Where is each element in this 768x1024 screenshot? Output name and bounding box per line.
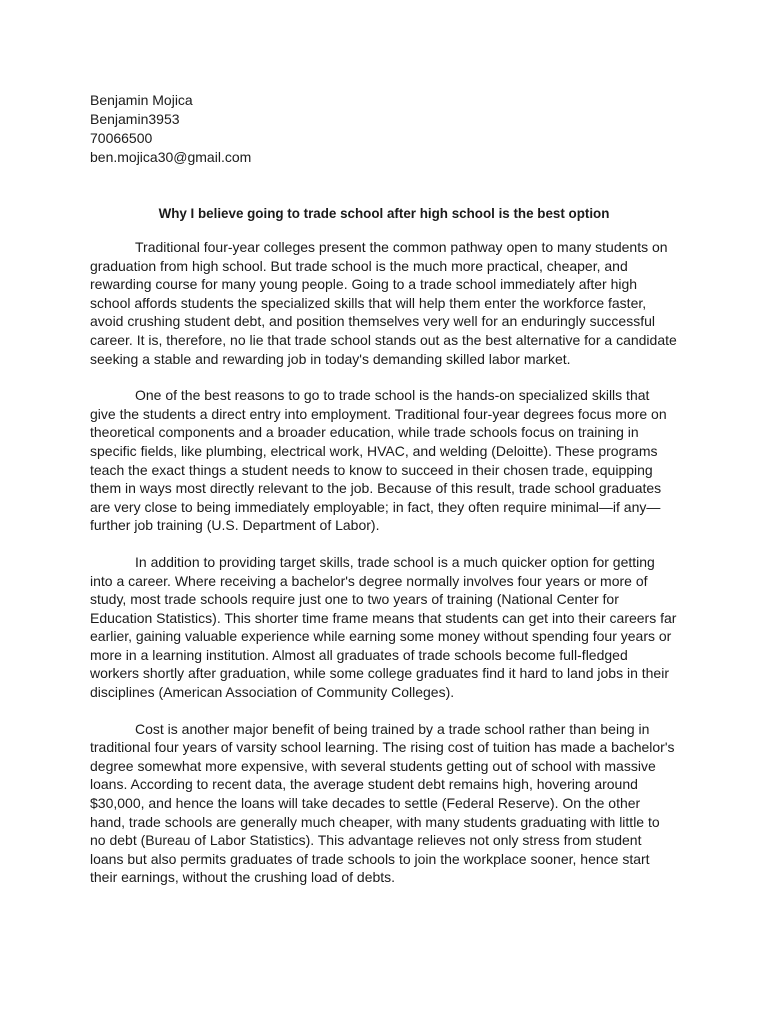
essay-body [90,238,678,905]
paragraph-2: One of the best reasons to go to trade school is the hands-on specialized skills that give the students a direct entry into employment. Traditional four-year degrees focus more on theoretical components and a broader education, while trade schools focus on training in specific fields, like plumbing, electrical work, HVAC, and welding (Deloitte). These programs teach the exact things a student needs to know to succeed in their chosen trade, equipping them in ways most directly relevant to the job. Because of this result, trade school graduates are very close to being immediately employable; in fact, they often require minimal—if any—further job training (U.S. Department of Labor). [90,387,667,534]
author-username: Benjamin3953 [90,111,180,127]
author-name: Benjamin Mojica [90,92,193,108]
paragraph-1: Traditional four-year colleges present the common pathway open to many students on graduation from high school. But trade school is the much more practical, cheaper, and rewarding course for many young people. Going to a trade school immediately after high school affords students the specialized skills that will help them enter the workforce faster, avoid crushing student debt, and position themselves very well for an enduringly successful career. It is, therefore, no lie that trade school stands out as the best alternative for a candidate seeking a stable and rewarding job in today's demanding skilled labor market. [90,239,677,367]
essay-title: Why I believe going to trade school after high school is the best option [158,206,610,221]
paragraph-3: In addition to providing target skills, trade school is a much quicker option for getting into a career. Where receiving a bachelor's degree normally involves four years or more of study, most trade schools require just one to two years of training (National Center for Education Statistics). This shorter time frame means that students can get into their careers far earlier, gaining valuable experience while earning some money without spending four years or more in a learning institution. Almost all graduates of trade schools become full-fledged workers shortly after graduation, while some college graduates find it hard to land jobs in their disciplines (American Association of Community Colleges). [90,553,677,701]
paragraph-4: Cost is another major benefit of being trained by a trade school rather than being in traditional four years of varsity school learning. The rising cost of tuition has made a bachelor's degree somewhat more expensive, with several students getting out of school with massive loans. According to recent data, the average student debt remains high, hovering around $30,000, and hence the loans will take decades to settle (Federal Reserve). On the other hand, trade schools are generally much cheaper, with many students graduating with little to no debt (Bureau of Labor Statistics). This advantage relieves not only stress from student loans but also permits graduates of trade schools to join the workplace sooner, hence start their earnings, without the crushing load of debts. [90,720,675,886]
author-header [90,91,251,167]
author-id: 70066500 [90,130,153,146]
author-email: ben.mojica30@gmail.com [90,149,252,165]
